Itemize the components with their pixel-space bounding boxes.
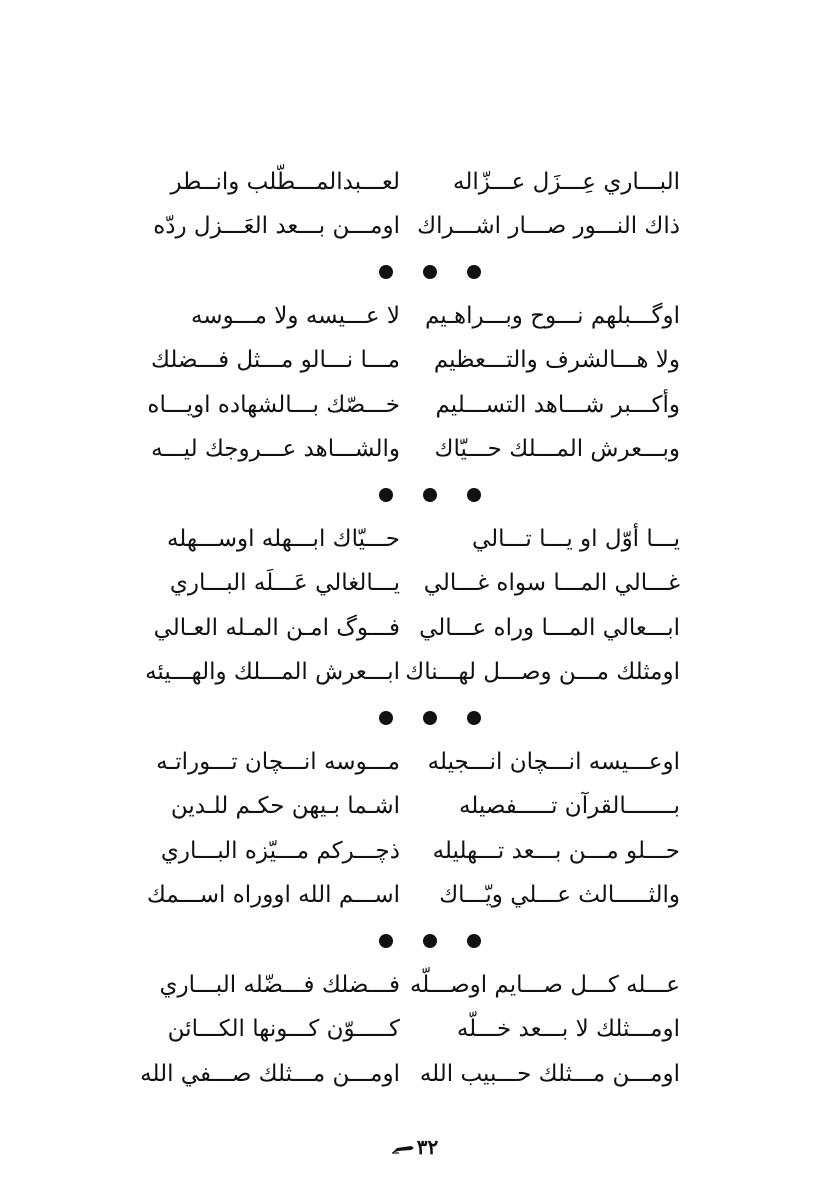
right-hemistich: حـــيّاك ابـــهله اوســـهله bbox=[166, 525, 400, 552]
left-hemistich: ولا هـــالشرف والتـــعظيم bbox=[433, 347, 680, 374]
verse-line bbox=[150, 606, 680, 651]
right-hemistich: اومـــن مـــثلك صـــفي الله bbox=[140, 1060, 400, 1087]
verse-line bbox=[150, 428, 680, 473]
right-hemistich: لا عـــيسه ولا مـــوسه bbox=[190, 302, 400, 329]
left-hemistich: عـــله كـــل صـــايم اوصـــلّه bbox=[409, 971, 680, 998]
left-hemistich: اومـــن مـــثلك حـــبيب الله bbox=[419, 1060, 680, 1087]
right-hemistich: كـــــوّن كـــونها الكـــائن bbox=[167, 1016, 400, 1043]
dot-icon bbox=[423, 488, 437, 502]
stanza bbox=[146, 740, 680, 918]
left-hemistich: اومـــثلك لا بـــعد خـــلّه bbox=[456, 1016, 680, 1043]
right-hemistich: اومـــن بـــعد العَـــزل ردّه bbox=[153, 213, 400, 240]
page-footer bbox=[0, 1135, 829, 1159]
right-hemistich: خـــصّك بـــالشهاده اويـــاه bbox=[147, 391, 400, 418]
dot-icon bbox=[423, 934, 437, 948]
poem bbox=[140, 160, 680, 1097]
left-hemistich: بـــــــالقرآن تـــــفصيله bbox=[458, 793, 680, 820]
dot-icon bbox=[467, 934, 481, 948]
verse-line bbox=[150, 740, 680, 785]
stanza bbox=[145, 517, 680, 695]
verse-line bbox=[147, 383, 680, 428]
stanza bbox=[140, 963, 680, 1097]
pen-icon bbox=[391, 1144, 415, 1154]
right-hemistich: يـــالغالي عَـــلَه البـــاري bbox=[169, 570, 400, 597]
dot-icon bbox=[423, 711, 437, 725]
left-hemistich: البـــاري عِـــزَل عـــزّاله bbox=[453, 168, 680, 195]
stanza-separator bbox=[150, 472, 680, 517]
verse-line bbox=[146, 874, 680, 919]
right-hemistich: والشـــاهد عـــروجك ليـــه bbox=[151, 436, 400, 463]
right-hemistich: فـــضلك فـــضّله البـــاري bbox=[159, 971, 400, 998]
left-hemistich: اوعـــيسه انـــچان انـــجيله bbox=[427, 748, 680, 775]
dot-icon bbox=[467, 711, 481, 725]
left-hemistich: اوگـــبلهم نـــوح وبـــراهـيم bbox=[424, 302, 680, 329]
left-hemistich: وبـــعرش المـــلك حـــيّاك bbox=[434, 436, 680, 463]
right-hemistich: ذچـــركم مـــيّزه البـــاري bbox=[160, 837, 400, 864]
stanza bbox=[150, 160, 680, 249]
verse-line bbox=[150, 1008, 680, 1053]
left-hemistich: وأكـــبر شـــاهد التســـليم bbox=[435, 391, 680, 418]
right-hemistich: اشـما بـيهن حكـم للـدين bbox=[170, 793, 400, 820]
right-hemistich: اســـم الله اووراه اســـمك bbox=[146, 882, 400, 909]
dot-icon bbox=[467, 265, 481, 279]
dot-icon bbox=[379, 934, 393, 948]
stanza-separator bbox=[150, 249, 680, 294]
left-hemistich: اومثلك مـــن وصـــل لهـــناك bbox=[405, 659, 680, 686]
stanza-separator bbox=[150, 918, 680, 963]
dot-icon bbox=[379, 488, 393, 502]
dot-icon bbox=[379, 711, 393, 725]
left-hemistich: حـــلو مـــن بـــعد تـــهليله bbox=[432, 837, 680, 864]
left-hemistich: والثـــــالث عـــلي ويّـــاك bbox=[439, 882, 680, 909]
verse-line bbox=[145, 651, 680, 696]
page-number: ٣٢ bbox=[416, 1135, 439, 1159]
verse-line bbox=[150, 963, 680, 1008]
right-hemistich: مـــوسه انـــچان تـــوراتـه bbox=[156, 748, 400, 775]
dot-icon bbox=[423, 265, 437, 279]
verse-line bbox=[150, 785, 680, 830]
right-hemistich: مـــا نـــالو مـــثل فـــضلك bbox=[150, 347, 400, 374]
left-hemistich: ذاك النـــور صـــار اشـــراك bbox=[417, 213, 680, 240]
verse-line bbox=[140, 1052, 680, 1097]
verse-line bbox=[150, 160, 680, 205]
stanza-separator bbox=[150, 695, 680, 740]
verse-line bbox=[150, 205, 680, 250]
stanza bbox=[147, 294, 680, 472]
verse-line bbox=[150, 339, 680, 384]
left-hemistich: ابـــعالي المـــا وراه عـــالي bbox=[419, 614, 680, 641]
verse-line bbox=[150, 829, 680, 874]
right-hemistich: لعـــبدالمـــطّلب وانــطر bbox=[170, 168, 400, 195]
verse-line bbox=[150, 562, 680, 607]
left-hemistich: غـــالي المـــا سواه غـــالي bbox=[423, 570, 680, 597]
right-hemistich: فـــوگ امـن المـله العـالي bbox=[153, 614, 400, 641]
dot-icon bbox=[467, 488, 481, 502]
left-hemistich: يـــا أوّل او يـــا تـــالي bbox=[472, 525, 680, 552]
verse-line bbox=[150, 294, 680, 339]
right-hemistich: ابـــعرش المـــلك والهـــيئه bbox=[145, 659, 400, 686]
dot-icon bbox=[379, 265, 393, 279]
verse-line bbox=[150, 517, 680, 562]
